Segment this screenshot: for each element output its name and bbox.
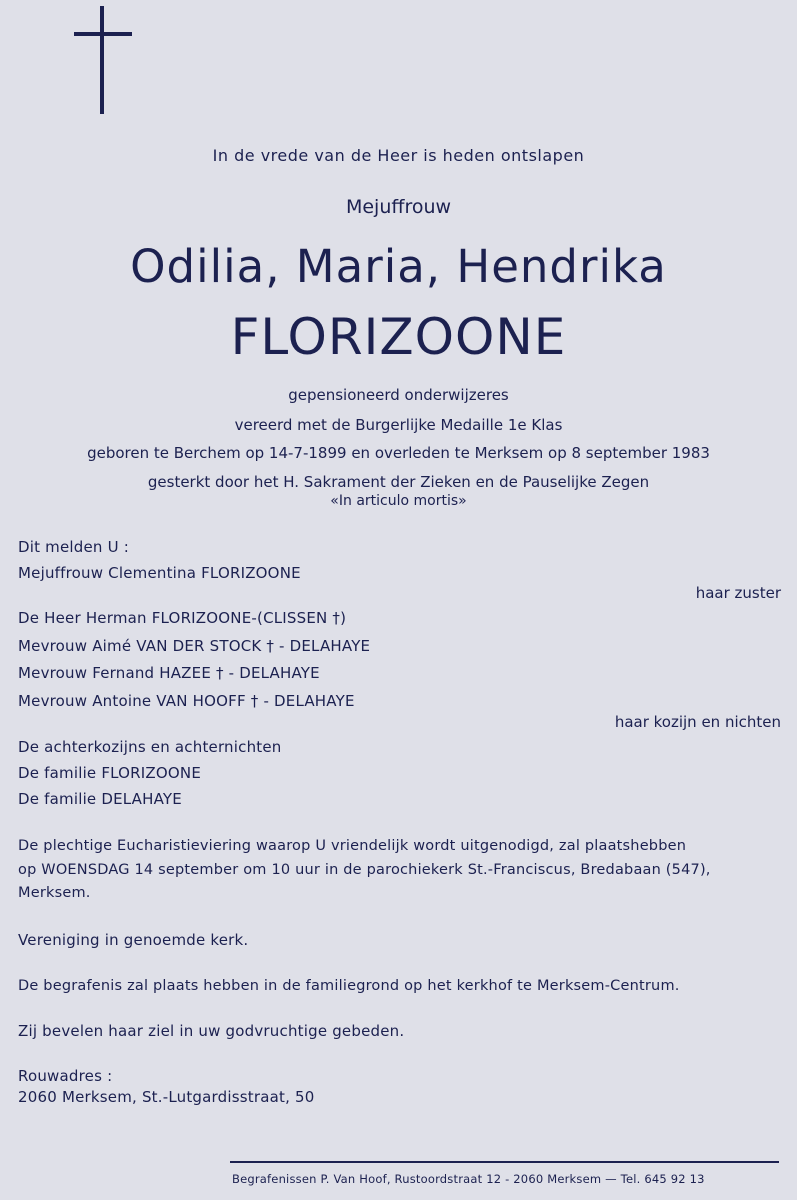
cross-icon (100, 6, 104, 114)
footer-divider (230, 1161, 779, 1163)
cousin-item: Mevrouw Fernand HAZEE † - DELAHAYE (18, 664, 320, 682)
cross-icon-bar (74, 32, 132, 36)
mass-notice-line: Merksem. (18, 885, 91, 901)
cousin-item: Mevrouw Aimé VAN DER STOCK † - DELAHAYE (18, 637, 371, 655)
relative-item: De familie DELAHAYE (18, 790, 182, 808)
sister-name: Mejuffrouw Clementina FLORIZOONE (18, 564, 301, 582)
address-label: Rouwadres : (18, 1067, 113, 1085)
relative-item: De familie FLORIZOONE (18, 764, 202, 782)
sacrament-text: gesterkt door het H. Sakrament der Zieken en de Pauselijke Zegen (147, 473, 650, 491)
sister-label: haar zuster (695, 584, 781, 602)
prayer-notice: Zij bevelen haar ziel in uw godvruchtige gebeden. (18, 1022, 405, 1040)
occupation: gepensioneerd onderwijzeres (288, 386, 509, 404)
honor-text: vereerd met de Burgerlijke Medaille 1e Klas (234, 416, 563, 434)
cousin-item: Mevrouw Antoine VAN HOOFF † - DELAHAYE (18, 692, 355, 710)
given-names: Odilia, Maria, Hendrika (130, 240, 667, 293)
address-text: 2060 Merksem, St.-Lutgardisstraat, 50 (18, 1088, 315, 1106)
gathering-notice: Vereniging in genoemde kerk. (18, 931, 249, 949)
latin-text: «In articulo mortis» (330, 493, 467, 509)
burial-notice: De begrafenis zal plaats hebben in de familiegrond op het kerkhof te Merksem-Centrum. (18, 978, 680, 994)
intro-text: In de vrede van de Heer is heden ontslapen (212, 146, 585, 165)
mass-notice-line: op WOENSDAG 14 september om 10 uur in de parochiekerk St.-Franciscus, Bredabaan (547), (18, 862, 711, 878)
cousin-item: De Heer Herman FLORIZOONE-(CLISSEN †) (18, 609, 347, 627)
mass-notice-line: De plechtige Eucharistieviering waarop U vriendelijk wordt uitgenodigd, zal plaatshebben (18, 838, 687, 854)
surname: FLORIZOONE (230, 308, 567, 366)
cousins-label: haar kozijn en nichten (614, 713, 781, 731)
family-heading: Dit melden U : (18, 538, 130, 556)
relative-item: De achterkozijns en achternichten (18, 738, 282, 756)
title-prefix: Mejuffrouw (345, 196, 452, 218)
birth-death-text: geboren te Berchem op 14-7-1899 en overleden te Merksem op 8 september 1983 (87, 444, 710, 462)
printer-credit: Begrafenissen P. Van Hoof, Rustoordstraat 12 - 2060 Merksem — Tel. 645 92 13 (232, 1172, 705, 1186)
